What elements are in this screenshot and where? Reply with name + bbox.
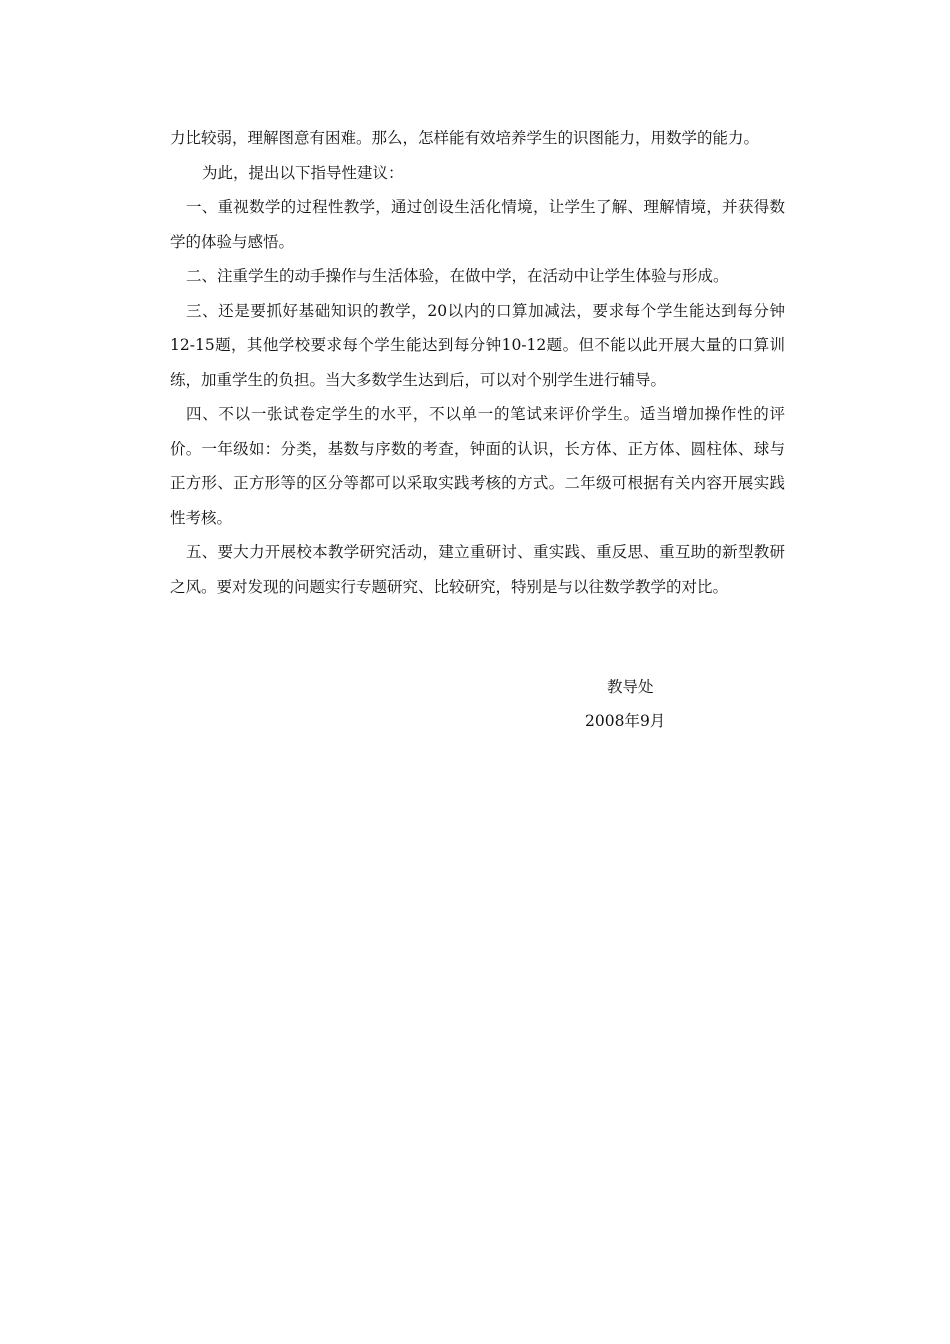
paragraph-suggestion-2: 二、注重学生的动手操作与生活体验，在做中学，在活动中让学生体验与形成。 xyxy=(186,267,729,285)
paragraph-suggestion-5: 五、要大力开展校本教学研究活动，建立重研讨、重实践、重反思、重互助的新型教研之风。要对发现的问题实行专题研究、比较研究，特别是与以往数学教学的对比。 xyxy=(170,543,785,596)
paragraph-suggestion-3: 三、还是要抓好基础知识的教学，20以内的口算加减法，要求每个学生能达到每分钟12-15题，其他学校要求每个学生能达到每分钟10-12题。但不能以此开展大量的口算训练，加重学生的负担。当大多数学生达到后，可以对个别学生进行辅导。 xyxy=(170,301,785,389)
document-body xyxy=(170,121,785,604)
paragraph-intro: 为此，提出以下指导性建议： xyxy=(202,163,404,182)
signature-date: 2008年9月 xyxy=(585,712,666,730)
paragraph-suggestion-4: 四、不以一张试卷定学生的水平，不以单一的笔试来评价学生。适当增加操作性的评价。一年级如：分类，基数与序数的考查，钟面的认识，长方体、正方体、圆柱体、球与正方形、正方形等的区分等都可以采取实践考核的方式。二年级可根据有关内容开展实践性考核。 xyxy=(170,405,785,527)
paragraph-suggestion-1: 一、重视数学的过程性教学，通过创设生活化情境，让学生了解、理解情境，并获得数学的体验与感悟。 xyxy=(170,198,785,251)
paragraph-continuation: 力比较弱，理解图意有困难。那么，怎样能有效培养学生的识图能力，用数学的能力。 xyxy=(170,129,760,147)
signature-department: 教导处 xyxy=(607,678,654,696)
